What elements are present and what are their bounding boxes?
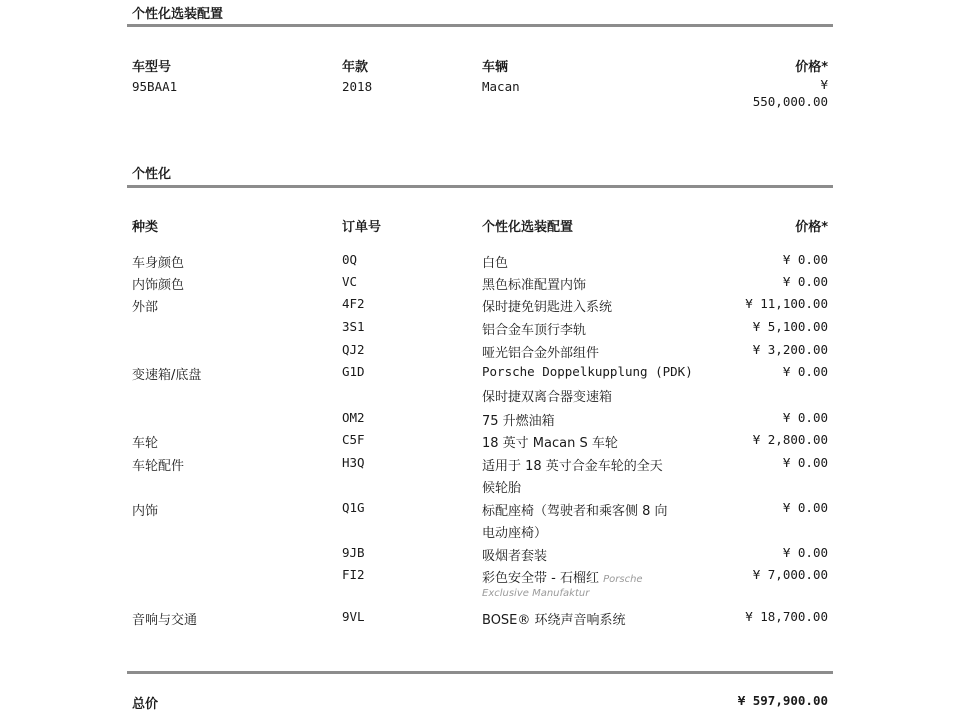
row-price: ¥ 0.00 — [782, 274, 828, 289]
row-option: 哑光铝合金外部组件 — [482, 346, 600, 361]
header-year: 年款 — [342, 60, 369, 75]
row-price: ¥ 0.00 — [782, 410, 828, 425]
row-code: QJ2 — [342, 342, 365, 357]
row-category: 音响与交通 — [132, 613, 198, 628]
row-option: 铝合金车顶行李轨 — [482, 323, 587, 338]
row-category: 外部 — [132, 300, 159, 315]
row-option-line2: 保时捷双离合器变速箱 — [482, 390, 613, 405]
row-option: Porsche Doppelkupplung (PDK) — [482, 364, 693, 379]
row-code: G1D — [342, 364, 365, 379]
row-price: ¥ 7,000.00 — [752, 567, 828, 582]
row-category: 车轮 — [132, 436, 159, 451]
row-code: 9VL — [342, 609, 365, 624]
header-price: 价格* — [795, 60, 828, 75]
row-price: ¥ 0.00 — [782, 500, 828, 515]
row-option: 吸烟者套装 — [482, 549, 548, 564]
row-price: ¥ 3,200.00 — [752, 342, 828, 357]
header-vehicle: 车辆 — [482, 60, 509, 75]
header-order-number: 订单号 — [342, 220, 382, 235]
divider — [127, 24, 833, 27]
row-category: 内饰 — [132, 504, 159, 519]
header-option: 个性化选装配置 — [482, 220, 574, 235]
row-code: VC — [342, 274, 358, 289]
row-option-main: 彩色安全带 - 石榴红 — [482, 571, 599, 586]
row-code: H3Q — [342, 455, 365, 470]
divider — [127, 671, 833, 674]
row-option: 白色 — [482, 256, 509, 271]
row-category: 车轮配件 — [132, 459, 185, 474]
divider — [127, 185, 833, 188]
row-code: 0Q — [342, 252, 358, 267]
row-price: ¥ 0.00 — [782, 252, 828, 267]
header-option-price: 价格* — [795, 220, 828, 235]
row-option-note: Porsche — [603, 574, 643, 585]
row-code: OM2 — [342, 410, 365, 425]
row-option-line2: 候轮胎 — [482, 481, 522, 496]
vehicle-name: Macan — [482, 79, 520, 94]
row-option: 适用于 18 英寸合金车轮的全天 — [482, 459, 663, 474]
section-title-options: 个性化选装配置 — [132, 7, 224, 22]
model-year: 2018 — [342, 79, 373, 94]
row-code: FI2 — [342, 567, 365, 582]
row-category: 内饰颜色 — [132, 278, 185, 293]
row-code: 9JB — [342, 545, 365, 560]
row-category: 变速箱/底盘 — [132, 368, 202, 383]
row-option-line2: 电动座椅） — [482, 526, 548, 541]
row-code: Q1G — [342, 500, 365, 515]
row-option — [482, 567, 643, 586]
row-price: ¥ 2,800.00 — [752, 432, 828, 447]
row-option-note-line2: Exclusive Manufaktur — [482, 588, 590, 599]
base-price-value: 550,000.00 — [752, 94, 828, 109]
row-option: BOSE® 环绕声音响系统 — [482, 613, 626, 628]
row-price: ¥ 5,100.00 — [752, 319, 828, 334]
row-option: 标配座椅（驾驶者和乘客侧 8 向 — [482, 504, 668, 519]
header-category: 种类 — [132, 220, 159, 235]
row-category: 车身颜色 — [132, 256, 185, 271]
header-model: 车型号 — [132, 60, 172, 75]
row-price: ¥ 0.00 — [782, 545, 828, 560]
base-price-symbol: ¥ — [820, 77, 828, 92]
row-price: ¥ 18,700.00 — [745, 609, 828, 624]
row-price: ¥ 0.00 — [782, 455, 828, 470]
row-code: 3S1 — [342, 319, 365, 334]
row-price: ¥ 0.00 — [782, 364, 828, 379]
row-option: 黑色标准配置内饰 — [482, 278, 587, 293]
row-option: 75 升燃油箱 — [482, 414, 555, 429]
total-price: ¥ 597,900.00 — [737, 693, 828, 708]
row-option: 18 英寸 Macan S 车轮 — [482, 436, 618, 451]
row-option: 保时捷免钥匙进入系统 — [482, 300, 613, 315]
row-code: C5F — [342, 432, 365, 447]
total-label: 总价 — [132, 697, 159, 712]
row-code: 4F2 — [342, 296, 365, 311]
model-code: 95BAA1 — [132, 79, 178, 94]
section-title-personalization: 个性化 — [132, 167, 172, 182]
row-price: ¥ 11,100.00 — [745, 296, 828, 311]
